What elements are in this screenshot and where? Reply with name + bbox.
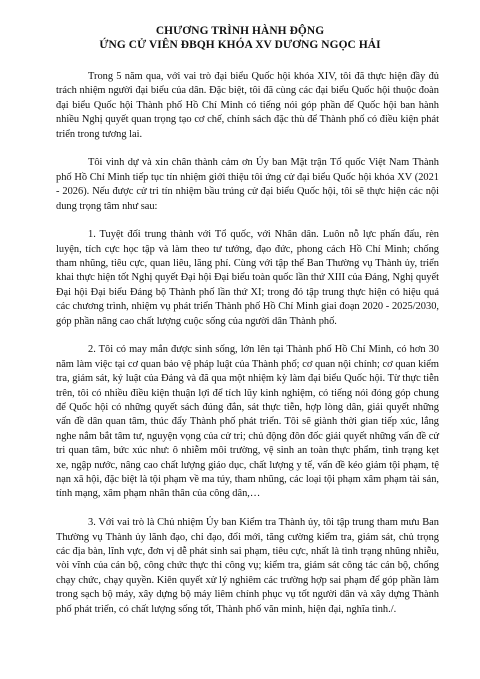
paragraph-item-2: 2. Tôi có may mắn được sinh sống, lớn lên tại Thành phố Hồ Chí Minh, có hơn 30 năm làm việc tại cơ quan bảo vệ pháp luật của Thành phố; cơ quan nội chính; cơ quan kiểm tra, giám sát, kỷ luật của Đảng và đã qua một nhiệm kỳ làm đại biểu Quốc hội. Từ thực tiễn trên, tôi có nhiều điều kiện thuận lợi để tích lũy kinh nghiệm, có tiếng nói đóng góp chung để Quốc hội có những quyết sách đúng đắn, sát thực tiễn, hợp lòng dân, giải quyết những vấn đề dân quan tâm, thúc đẩy Thành phố phát triển. Tôi sẽ giành thời gian tiếp xúc, lắng nghe nắm bắt tâm tư, nguyện vọng của cử tri; chủ động đôn đốc giải quyết những vấn đề cử tri quan tâm, bức xúc như: ô nhiễm môi trường, vệ sinh an toàn thực phẩm, tình trạng kẹt xe, ngập nước, nâng cao chất lượng giáo dục, chất lượng y tế, vấn đề kéo giảm tội phạm, tệ nạn xã hội, đặc biệt là tội phạm về ma túy, tham nhũng, các loại tội phạm xâm phạm tài sản, tính mạng, xâm phạm nhân thân của công dân,…: [56, 344, 439, 500]
paragraph-item-1: 1. Tuyệt đối trung thành với Tổ quốc, với Nhân dân. Luôn nỗ lực phấn đấu, rèn luyện, tích cực học tập và làm theo tư tưởng, đạo đức, phong cách Hồ Chí Minh; chống tham nhũng, tiêu cực, quan liêu, lãng phí. Cùng với tập thể Ban Thường vụ Thành ủy, triển khai thực hiện tốt Nghị quyết Đại hội Đại biểu toàn quốc lần thứ XIII của Đảng, Nghị quyết Đại hội Đại biểu Đảng bộ Thành phố lần thứ XI; trong đó tập trung thực hiện có hiệu quả các chương trình, nhiệm vụ phát triển Thành phố Hồ Chí Minh giai đoạn 2020 - 2025/2030, góp phần nâng cao chất lượng cuộc sống của người dân Thành phố.: [56, 229, 439, 327]
title-line-2: ỨNG CỬ VIÊN ĐBQH KHÓA XV DƯƠNG NGỌC HẢI: [99, 39, 381, 51]
paragraph-thanks: Tôi vinh dự và xin chân thành cảm ơn Ủy ban Mặt trận Tổ quốc Việt Nam Thành phố Hồ Chí Minh tiếp tục tín nhiệm giới thiệu tôi ứng cử đại biểu Quốc hội khóa XV (2021 - 2026). Nếu được cử tri tín nhiệm bầu trúng cử đại biểu Quốc hội, tôi sẽ thực hiện các nội dung trọng tâm như sau:: [56, 157, 439, 212]
paragraph-intro: Trong 5 năm qua, với vai trò đại biểu Quốc hội khóa XIV, tôi đã thực hiện đầy đủ trách nhiệm người đại biểu của dân. Đặc biệt, tôi đã cùng các đại biểu Quốc hội thuộc đoàn đại biểu Quốc hội Thành phố Hồ Chí Minh có tiếng nói góp phần để Quốc hội ban hành nhiều Nghị quyết quan trọng tạo cơ chế, chính sách đặc thù để Thành phố có điều kiện phát triển trong tương lai.: [56, 71, 439, 140]
title-line-1: CHƯƠNG TRÌNH HÀNH ĐỘNG: [155, 25, 325, 37]
document-body: [56, 70, 439, 617]
document-title: [0, 24, 480, 52]
paragraph-item-3: 3. Với vai trò là Chủ nhiệm Ủy ban Kiểm tra Thành ủy, tôi tập trung tham mưu Ban Thường vụ Thành ủy lãnh đạo, chỉ đạo, đổi mới, tăng cường kiểm tra, giám sát, chủ trọng các địa bàn, lĩnh vực, đơn vị dễ phát sinh sai phạm, tiêu cực, nhất là tình trạng nhũng nhiễu, vòi vĩnh của cán bộ, công chức thực thi công vụ; kiểm tra, giám sát công tác cán bộ, chống chạy chức, chạy quyền. Kiên quyết xử lý nghiêm các trường hợp sai phạm để góp phần làm trong sạch bộ máy, xây dựng bộ máy liêm chính phục vụ tốt người dân và xây dựng Thành phố phát triển, có chất lượng sống tốt, Thành phố văn minh, hiện đại, nghĩa tình./.: [56, 517, 439, 615]
